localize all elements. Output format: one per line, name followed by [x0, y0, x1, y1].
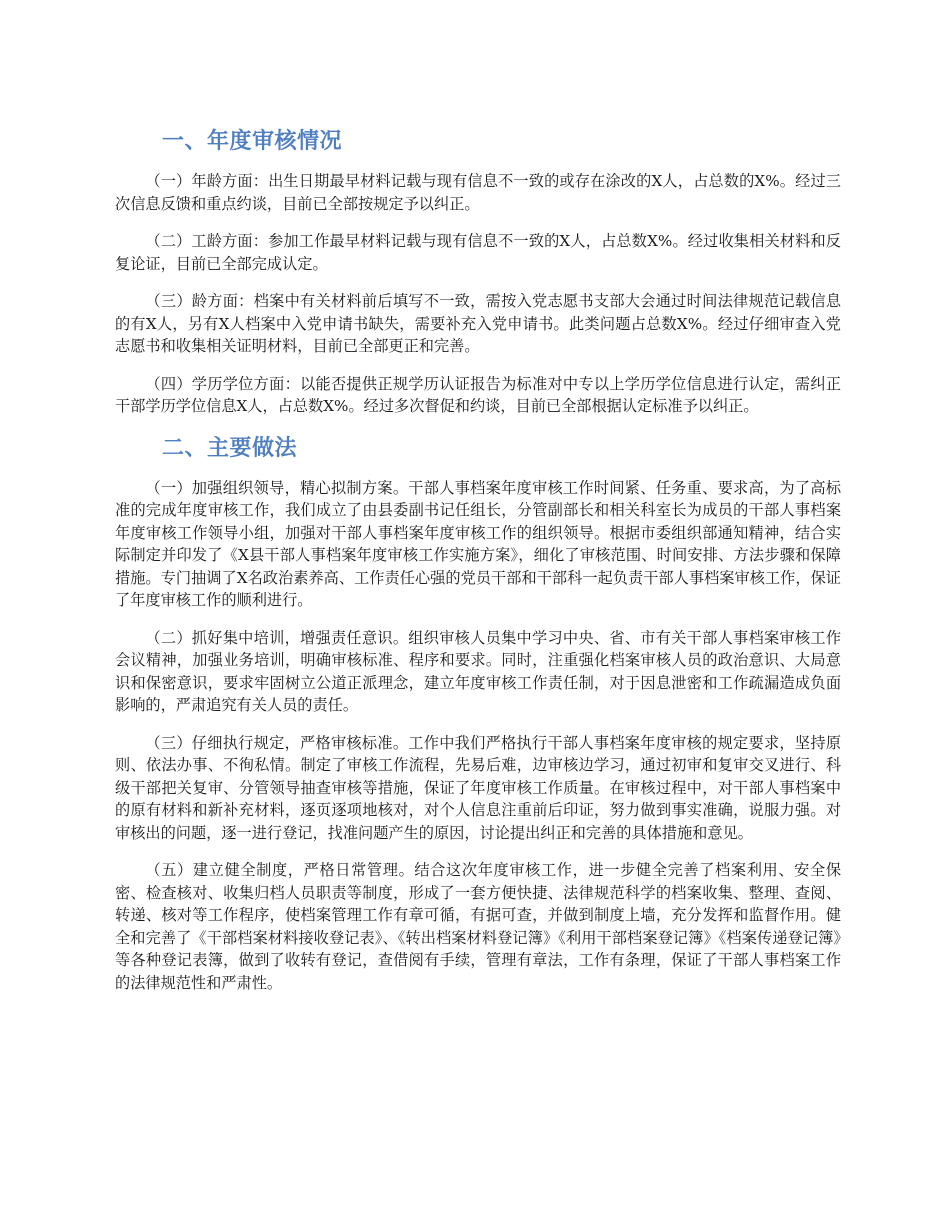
- document-body: [115, 126, 841, 1009]
- paragraph-system: （五）建立健全制度，严格日常管理。结合这次年度审核工作，进一步健全完善了档案利用、安全保密、检查核对、收集归档人员职责等制度，形成了一套方便快捷、法律规范科学的档案收集、整理、查阅、转递、核对等工作程序，使档案管理工作有章可循，有据可查，并做到制度上墙，充分发挥和监督作用。健全和完善了《干部档案材料接收登记表》、《转出档案材料登记簿》《利用干部档案登记簿》《档案传递登记簿》等各种登记表簿，做到了收转有登记，查借阅有手续，管理有章法，工作有条理，保证了干部人事档案工作的法律规范性和严肃性。: [115, 861, 841, 992]
- paragraph-party-age: （三）龄方面：档案中有关材料前后填写不一致，需按入党志愿书支部大会通过时间法律规范记载信息的有X人，另有X人档案中入党申请书缺失，需要补充入党申请书。此类问题占总数X%。经过仔细审查入党志愿书和收集相关证明材料，目前已全部更正和完善。: [115, 292, 841, 355]
- paragraph-leadership: （一）加强组织领导，精心拟制方案。干部人事档案年度审核工作时间紧、任务重、要求高，为了高标准的完成年度审核工作，我们成立了由县委副书记任组长，分管副部长和相关科室长为成员的干部人事档案年度审核工作领导小组，加强对干部人事档案年度审核工作的组织领导。根据市委组织部通知精神，结合实际制定并印发了《X县干部人事档案年度审核工作实施方案》，细化了审核范围、时间安排、方法步骤和保障措施。专门抽调了X名政治素养高、工作责任心强的党员干部和干部科一起负责干部人事档案审核工作，保证了年度审核工作的顺利进行。: [115, 478, 841, 609]
- section-heading-annual-review: 一、年度审核情况: [162, 129, 343, 154]
- paragraph-work-years: （二）工龄方面：参加工作最早材料记载与现有信息不一致的X人，占总数X%。经过收集相关材料和反复论证，目前已全部完成认定。: [115, 232, 841, 273]
- paragraph-age: （一）年龄方面：出生日期最早材料记载与现有信息不一致的或存在涂改的X人，占总数的X%。经过三次信息反馈和重点约谈，目前已全部按规定予以纠正。: [115, 172, 841, 213]
- paragraph-training: （二）抓好集中培训，增强责任意识。组织审核人员集中学习中央、省、市有关干部人事档案审核工作会议精神，加强业务培训，明确审核标准、程序和要求。同时，注重强化档案审核人员的政治意识、大局意识和保密意识，要求牢固树立公道正派理念，建立年度审核工作责任制，对于因息泄密和工作疏漏造成负面影响的，严肃追究有关人员的责任。: [115, 628, 841, 714]
- paragraph-education: （四）学历学位方面：以能否提供正规学历认证报告为标准对中专以上学历学位信息进行认定，需纠正干部学历学位信息X人，占总数X%。经过多次督促和约谈，目前已全部根据认定标准予以纠正。: [115, 374, 841, 415]
- paragraph-standards: （三）仔细执行规定，严格审核标准。工作中我们严格执行干部人事档案年度审核的规定要求，坚持原则、依法办事、不徇私情。制定了审核工作流程，先易后难，边审核边学习，通过初审和复审交叉进行、科级干部把关复审、分管领导抽查审核等措施，保证了年度审核工作质量。在审核过程中，对干部人事档案中的原有材料和新补充材料，逐页逐项地核对，对个人信息注重前后印证，努力做到事实准确，说服力强。对审核出的问题，逐一进行登记，找准问题产生的原因，讨论提出纠正和完善的具体措施和意见。: [115, 733, 841, 842]
- section-heading-main-methods: 二、主要做法: [162, 435, 298, 461]
